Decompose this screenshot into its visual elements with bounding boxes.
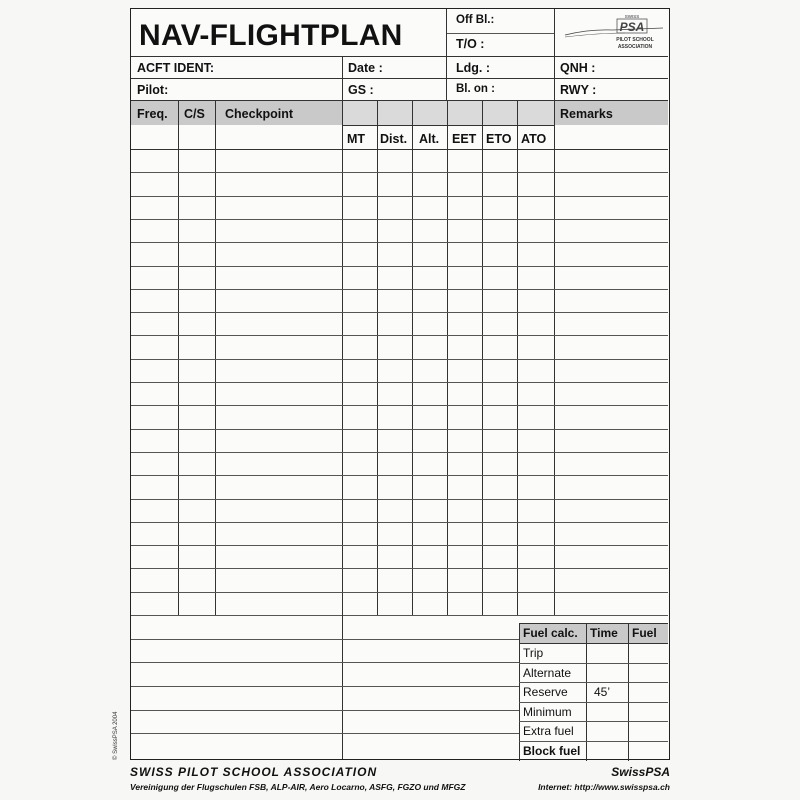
- grid-row-line: [131, 172, 668, 173]
- grid-row-line: [131, 405, 668, 406]
- fuel-row-label: Extra fuel: [523, 724, 574, 739]
- fuel-header-0: Fuel calc.: [523, 626, 578, 640]
- qnh-divider: [554, 56, 555, 100]
- col-header-shade-mid: [342, 101, 554, 125]
- groundspeed-label: GS :: [348, 83, 374, 97]
- grid-row-line: [131, 266, 668, 267]
- takeoff-label: T/O :: [456, 37, 485, 51]
- col-header-mid-line: [342, 125, 554, 126]
- fuel-header-1: Time: [590, 626, 618, 640]
- grid-row-line: [131, 499, 668, 500]
- col-remarks-header: Remarks: [560, 107, 613, 121]
- grid-row-line: [131, 335, 668, 336]
- fuel-row-label: Reserve: [523, 685, 568, 700]
- col-eto-header: ETO: [486, 132, 512, 146]
- col-header-top-line: [131, 100, 668, 101]
- acft-ident-label: ACFT IDENT:: [137, 61, 215, 75]
- date-divider: [342, 56, 343, 100]
- header-line-1: [131, 56, 668, 57]
- fuel-row-label: Minimum: [523, 704, 572, 719]
- logo-mark-text: PSA: [619, 20, 645, 34]
- notes-row-line: [131, 710, 519, 711]
- fuel-table-line: [519, 623, 668, 624]
- grid-row-line: [131, 592, 668, 593]
- pilot-label: Pilot:: [137, 83, 169, 97]
- col-alt-header: Alt.: [419, 132, 440, 146]
- col-mt-header: MT: [347, 132, 366, 146]
- col-eet-header: EET: [452, 132, 477, 146]
- logo-line1-text: PILOT SCHOOL: [616, 37, 654, 43]
- fuel-table-line: [519, 643, 668, 644]
- grid-col-line: [342, 100, 343, 615]
- footer-subtitle: Vereinigung der Flugschulen FSB, ALP-AIR, Aero Locarno, ASFG, FGZO und MFGZ: [130, 782, 466, 792]
- psa-logo-icon: [559, 11, 669, 55]
- col-ato-header: ATO: [521, 132, 547, 146]
- fuel-table-line: [519, 702, 668, 703]
- col-dist-header: Dist.: [380, 132, 408, 146]
- grid-row-line: [131, 475, 668, 476]
- grid-row-line: [131, 545, 668, 546]
- grid-col-line: [412, 100, 413, 615]
- landing-label: Ldg. :: [456, 61, 491, 75]
- header-line-offbl: [446, 33, 554, 34]
- grid-row-line: [131, 382, 668, 383]
- header-line-2: [131, 78, 668, 79]
- grid-col-line: [215, 100, 216, 615]
- grid-col-line: [178, 100, 179, 615]
- grid-col-line: [377, 100, 378, 615]
- grid-row-line: [131, 429, 668, 430]
- notes-row-line: [131, 686, 519, 687]
- notes-row-line: [131, 733, 519, 734]
- grid-row-line: [131, 615, 668, 616]
- qnh-label: QNH :: [560, 61, 596, 75]
- grid-row-line: [131, 568, 668, 569]
- fuel-table-line: [519, 721, 668, 722]
- logo-swiss-text: SWISS: [624, 14, 640, 19]
- psa-logo: [559, 11, 669, 55]
- grid-row-line: [131, 522, 668, 523]
- col-freq-header: Freq.: [137, 107, 168, 121]
- fuel-row-time[interactable]: 45’: [594, 685, 611, 700]
- notes-row-line: [131, 662, 519, 663]
- logo-line2-text: ASSOCIATION: [617, 44, 653, 50]
- col-cs-header: C/S: [184, 107, 205, 121]
- footer-brand: SwissPSA: [611, 765, 670, 779]
- col-checkpoint-header: Checkpoint: [225, 107, 294, 121]
- grid-row-line: [131, 196, 668, 197]
- grid-row-line: [131, 242, 668, 243]
- logo-divider: [554, 9, 555, 56]
- fuel-row-label: Alternate: [523, 665, 572, 680]
- grid-row-line: [131, 219, 668, 220]
- fuel-row-label: Block fuel: [523, 744, 581, 758]
- notes-row-line: [131, 639, 519, 640]
- fuel-row-label: Trip: [523, 646, 544, 660]
- col-header-bottom-line: [131, 149, 668, 150]
- fuel-header-2: Fuel: [632, 626, 657, 640]
- ldg-divider: [446, 56, 447, 100]
- block-on-label: Bl. on :: [456, 83, 495, 95]
- date-label: Date :: [348, 61, 383, 75]
- runway-label: RWY :: [560, 83, 597, 97]
- footer-association: SWISS PILOT SCHOOL ASSOCIATION: [130, 765, 378, 779]
- form-title: NAV-FLIGHTPLAN: [139, 19, 403, 52]
- grid-col-line: [482, 100, 483, 615]
- notes-divider: [342, 615, 343, 759]
- grid-row-line: [131, 452, 668, 453]
- grid-col-line: [447, 100, 448, 615]
- flightplan-sheet: [130, 8, 670, 760]
- fuel-table-line: [519, 682, 668, 683]
- fuel-table-line: [519, 663, 668, 664]
- fuel-table-line: [519, 741, 668, 742]
- copyright-note: © SwissPSA 2004: [113, 711, 119, 760]
- grid-row-line: [131, 289, 668, 290]
- footer-website: Internet: http://www.swisspsa.ch: [538, 782, 670, 792]
- grid-col-line: [517, 100, 518, 615]
- grid-row-line: [131, 359, 668, 360]
- grid-col-line: [554, 100, 555, 615]
- off-block-label: Off Bl.:: [456, 14, 495, 26]
- title-divider: [446, 9, 447, 56]
- grid-row-line: [131, 312, 668, 313]
